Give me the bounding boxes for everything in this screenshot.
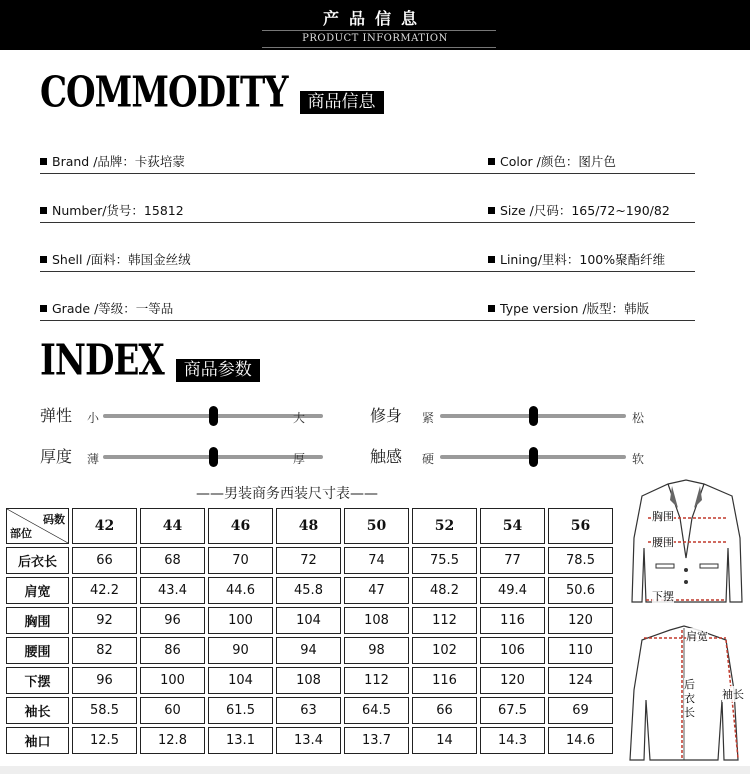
back-length-label: 后衣长 xyxy=(684,678,695,719)
slider-fit xyxy=(370,403,660,429)
size-header-cell: 46 xyxy=(208,508,273,544)
table-cell: 63 xyxy=(276,697,341,724)
table-cell: 42.2 xyxy=(72,577,137,604)
slider-high-label: 软 xyxy=(632,452,645,466)
table-cell: 44.6 xyxy=(208,577,273,604)
info-row xyxy=(40,150,695,174)
bullet-icon xyxy=(488,305,495,312)
table-cell: 106 xyxy=(480,637,545,664)
table-cell: 100 xyxy=(208,607,273,634)
size-header-cell: 44 xyxy=(140,508,205,544)
info-color: Color /颜色：图片色 xyxy=(488,152,616,170)
table-row xyxy=(6,667,613,694)
table-cell: 60 xyxy=(140,697,205,724)
table-cell: 98 xyxy=(344,637,409,664)
bullet-icon xyxy=(40,207,47,214)
table-cell: 104 xyxy=(276,607,341,634)
bullet-icon xyxy=(40,305,47,312)
index-heading xyxy=(40,335,260,386)
info-shell: Shell /面料：韩国金丝绒 xyxy=(40,250,191,268)
slider-elasticity xyxy=(40,403,320,429)
size-header-cell: 42 xyxy=(72,508,137,544)
table-cell: 50.6 xyxy=(548,577,613,604)
info-size: Size /尺码：165/72~190/82 xyxy=(488,201,670,219)
table-row xyxy=(6,727,613,754)
slider-knob xyxy=(209,447,218,467)
size-header-row xyxy=(6,508,613,544)
table-cell: 120 xyxy=(548,607,613,634)
row-header-cell: 胸围 xyxy=(6,607,69,634)
slider-label: 弹性 xyxy=(40,406,73,425)
table-cell: 13.1 xyxy=(208,727,273,754)
table-cell: 67.5 xyxy=(480,697,545,724)
table-row xyxy=(6,697,613,724)
table-cell: 14 xyxy=(412,727,477,754)
slider-knob xyxy=(209,406,218,426)
bullet-icon xyxy=(488,158,495,165)
table-cell: 43.4 xyxy=(140,577,205,604)
chest-label: 胸围 xyxy=(652,510,674,523)
row-header-cell: 后衣长 xyxy=(6,547,69,574)
jacket-front-diagram xyxy=(628,478,746,613)
table-cell: 100 xyxy=(140,667,205,694)
size-table-title: ——男装商务西装尺寸表—— xyxy=(196,486,378,502)
table-cell: 96 xyxy=(72,667,137,694)
table-cell: 61.5 xyxy=(208,697,273,724)
table-cell: 75.5 xyxy=(412,547,477,574)
bullet-icon xyxy=(488,207,495,214)
table-cell: 116 xyxy=(412,667,477,694)
table-cell: 92 xyxy=(72,607,137,634)
table-row xyxy=(6,577,613,604)
size-header-cell: 50 xyxy=(344,508,409,544)
commodity-tag: 商品信息 xyxy=(300,91,384,114)
info-row xyxy=(40,199,695,223)
table-cell: 47 xyxy=(344,577,409,604)
table-cell: 66 xyxy=(412,697,477,724)
banner-title: 产品信息 xyxy=(322,9,427,28)
table-cell: 77 xyxy=(480,547,545,574)
jacket-back-diagram xyxy=(626,620,748,766)
slider-low-label: 薄 xyxy=(87,452,100,466)
index-tag: 商品参数 xyxy=(176,359,260,382)
table-cell: 116 xyxy=(480,607,545,634)
slider-low-label: 小 xyxy=(87,411,100,425)
table-cell: 58.5 xyxy=(72,697,137,724)
table-cell: 120 xyxy=(480,667,545,694)
table-corner-cell xyxy=(6,508,69,544)
size-header-cell: 48 xyxy=(276,508,341,544)
table-cell: 64.5 xyxy=(344,697,409,724)
table-cell: 12.8 xyxy=(140,727,205,754)
size-table xyxy=(3,505,616,757)
table-cell: 112 xyxy=(344,667,409,694)
slider-high-label: 厚 xyxy=(293,452,306,466)
table-cell: 49.4 xyxy=(480,577,545,604)
table-cell: 82 xyxy=(72,637,137,664)
table-cell: 68 xyxy=(140,547,205,574)
table-cell: 90 xyxy=(208,637,273,664)
table-cell: 96 xyxy=(140,607,205,634)
table-cell: 78.5 xyxy=(548,547,613,574)
commodity-heading xyxy=(40,67,384,118)
bullet-icon xyxy=(40,158,47,165)
table-cell: 45.8 xyxy=(276,577,341,604)
table-cell: 14.6 xyxy=(548,727,613,754)
table-cell: 72 xyxy=(276,547,341,574)
jacket-front-illustration xyxy=(628,478,746,613)
table-cell: 74 xyxy=(344,547,409,574)
index-title: INDEX xyxy=(40,335,164,386)
info-type: Type version /版型：韩版 xyxy=(488,299,649,317)
shoulder-label: 肩宽 xyxy=(686,630,708,643)
size-header-cell: 54 xyxy=(480,508,545,544)
slider-high-label: 大 xyxy=(293,411,306,425)
info-number: Number/货号：15812 xyxy=(40,201,184,219)
table-cell: 104 xyxy=(208,667,273,694)
size-header-cell: 52 xyxy=(412,508,477,544)
banner-rule-bottom xyxy=(262,47,496,48)
info-row xyxy=(40,248,695,272)
table-cell: 86 xyxy=(140,637,205,664)
slider-label: 触感 xyxy=(370,447,403,466)
size-header-cell: 56 xyxy=(548,508,613,544)
info-grade: Grade /等级：一等品 xyxy=(40,299,173,317)
bottom-strip xyxy=(0,766,750,774)
table-cell: 124 xyxy=(548,667,613,694)
sleeve-label: 袖长 xyxy=(722,688,744,701)
table-cell: 110 xyxy=(548,637,613,664)
banner-rule-top xyxy=(262,30,496,31)
table-cell: 102 xyxy=(412,637,477,664)
corner-size-label: 码数 xyxy=(43,513,65,526)
table-cell: 48.2 xyxy=(412,577,477,604)
slider-low-label: 紧 xyxy=(422,411,435,425)
info-brand: Brand /品牌：卡荻培蒙 xyxy=(40,152,185,170)
slider-high-label: 松 xyxy=(632,411,645,425)
table-cell: 66 xyxy=(72,547,137,574)
slider-label: 厚度 xyxy=(40,447,73,466)
table-row xyxy=(6,607,613,634)
table-cell: 13.7 xyxy=(344,727,409,754)
table-cell: 14.3 xyxy=(480,727,545,754)
slider-knob xyxy=(529,447,538,467)
slider-knob xyxy=(529,406,538,426)
row-header-cell: 袖长 xyxy=(6,697,69,724)
table-cell: 12.5 xyxy=(72,727,137,754)
top-banner xyxy=(0,0,750,50)
row-header-cell: 肩宽 xyxy=(6,577,69,604)
table-row xyxy=(6,547,613,574)
table-cell: 13.4 xyxy=(276,727,341,754)
table-cell: 112 xyxy=(412,607,477,634)
table-cell: 69 xyxy=(548,697,613,724)
banner-subtitle: PRODUCT INFORMATION xyxy=(302,33,448,44)
slider-thickness xyxy=(40,444,320,470)
hem-label: 下摆 xyxy=(652,590,674,603)
table-cell: 108 xyxy=(344,607,409,634)
info-row xyxy=(40,297,695,321)
info-lining: Lining/里料：100%聚酯纤维 xyxy=(488,250,665,268)
commodity-title: COMMODITY xyxy=(40,67,288,118)
bullet-icon xyxy=(40,256,47,263)
bullet-icon xyxy=(488,256,495,263)
waist-label: 腰围 xyxy=(652,536,674,549)
table-cell: 108 xyxy=(276,667,341,694)
slider-low-label: 硬 xyxy=(422,452,435,466)
table-cell: 70 xyxy=(208,547,273,574)
slider-touch xyxy=(370,444,660,470)
row-header-cell: 袖口 xyxy=(6,727,69,754)
row-header-cell: 下摆 xyxy=(6,667,69,694)
table-cell: 94 xyxy=(276,637,341,664)
table-row xyxy=(6,637,613,664)
slider-label: 修身 xyxy=(370,406,403,425)
row-header-cell: 腰围 xyxy=(6,637,69,664)
corner-part-label: 部位 xyxy=(10,527,32,540)
